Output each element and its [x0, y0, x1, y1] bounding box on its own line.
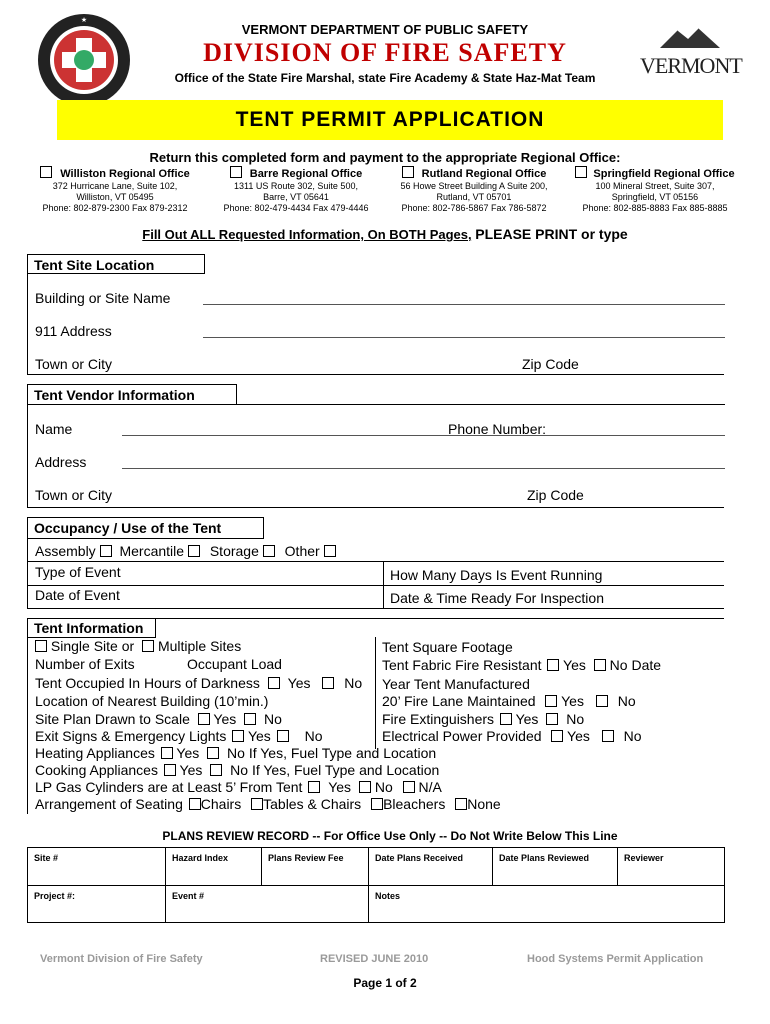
vermont-logo-text: VERMONT — [640, 53, 742, 78]
return-instructions: Return this completed form and payment to the appropriate Regional Office: — [149, 150, 621, 165]
vendor-zip-label: Zip Code — [527, 487, 584, 503]
office-name: Springfield Regional Office — [593, 168, 735, 180]
hazard-index-cell[interactable]: Hazard Index — [172, 853, 229, 863]
vendor-town-label: Town or City — [35, 487, 113, 503]
plans-col-1 — [165, 847, 166, 923]
fire-lane-no-checkbox[interactable] — [596, 695, 608, 707]
heating-label: Heating Appliances — [35, 745, 155, 761]
no-label: No — [566, 711, 585, 727]
office-city: Williston, VT 05495 — [76, 192, 154, 202]
reviewer-cell[interactable]: Reviewer — [624, 853, 664, 863]
yes-label: Yes — [563, 657, 586, 673]
event-date-label: Date of Event — [35, 587, 120, 603]
building-label: Building or Site Name — [35, 290, 171, 306]
yes-label: Yes — [176, 745, 200, 761]
chairs-checkbox[interactable] — [189, 798, 201, 810]
plans-col-5 — [617, 847, 618, 885]
no-label: No — [617, 693, 636, 709]
williston-checkbox[interactable] — [40, 166, 52, 178]
no-label: No — [623, 728, 642, 744]
fill-instructions-b: PLEASE PRINT or type — [475, 226, 628, 242]
darkness-row — [35, 675, 362, 692]
mercantile-label: Mercantile — [119, 543, 185, 559]
heating-row — [35, 745, 436, 762]
footer-center: REVISED JUNE 2010 — [320, 953, 429, 965]
building-input[interactable] — [203, 304, 725, 305]
lp-gas-row — [35, 779, 442, 796]
fabric-yes-checkbox[interactable] — [547, 659, 559, 671]
darkness-no-checkbox[interactable] — [322, 677, 334, 689]
darkness-yes-checkbox[interactable] — [268, 677, 280, 689]
occupancy-section-title: Occupancy / Use of the Tent — [27, 517, 264, 539]
vendor-top-rule — [237, 404, 725, 405]
vendor-name-label: Name — [35, 421, 73, 437]
nearest-building-label: Location of Nearest Building (10’min.) — [35, 693, 269, 709]
exit-signs-yes-checkbox[interactable] — [232, 730, 244, 742]
page-number: Page 1 of 2 — [353, 976, 417, 990]
site-plan-row — [35, 711, 282, 728]
springfield-checkbox[interactable] — [575, 166, 587, 178]
header-subtitle: Office of the State Fire Marshal, state Fire Academy & State Haz-Mat Team — [174, 71, 596, 85]
yes-label: Yes — [328, 779, 352, 795]
bleachers-label: Bleachers — [383, 796, 446, 812]
single-site-checkbox[interactable] — [35, 640, 47, 652]
no-label: No — [304, 728, 323, 744]
multiple-sites-label: Multiple Sites — [157, 638, 242, 654]
date-received-cell[interactable]: Date Plans Received — [375, 853, 464, 863]
electrical-yes-checkbox[interactable] — [551, 730, 563, 742]
no-label: No — [227, 745, 245, 761]
site-zip-label: Zip Code — [522, 356, 579, 372]
review-fee-cell[interactable]: Plans Review Fee — [268, 853, 344, 863]
fabric-no-checkbox[interactable] — [594, 659, 606, 671]
tent-title-side — [155, 618, 156, 638]
other-checkbox[interactable] — [324, 545, 336, 557]
na-label: N/A — [418, 779, 442, 795]
office-city: Springfield, VT 05156 — [611, 192, 699, 202]
lp-gas-yes-checkbox[interactable] — [308, 781, 320, 793]
address911-label: 911 Address — [35, 323, 112, 339]
office-city: Barre, VT 05641 — [263, 192, 329, 202]
tent-section-title: Tent Information — [34, 620, 144, 636]
mercantile-checkbox[interactable] — [188, 545, 200, 557]
site-plan-yes-checkbox[interactable] — [198, 713, 210, 725]
form-title: TENT PERMIT APPLICATION — [235, 108, 545, 131]
plans-col-2 — [261, 847, 262, 885]
occupant-load-label: Occupant Load — [187, 656, 282, 672]
office-name: Rutland Regional Office — [421, 168, 547, 180]
office-phone: Phone: 802-786-5867 Fax 786-5872 — [401, 203, 547, 213]
multiple-sites-checkbox[interactable] — [142, 640, 154, 652]
rutland-checkbox[interactable] — [402, 166, 414, 178]
fire-lane-row — [382, 693, 636, 710]
office-phone: Phone: 802-885-8883 Fax 885-8885 — [582, 203, 728, 213]
fill-instructions-a: Fill Out ALL Requested Information, On BOTH Pages, — [142, 227, 472, 242]
no-label: No — [230, 762, 249, 778]
site-count-row — [35, 638, 241, 655]
no-label: No — [609, 657, 628, 673]
office-name: Barre Regional Office — [249, 168, 363, 180]
office-barre — [206, 166, 386, 214]
office-address: 372 Hurricane Lane, Suite 102, — [52, 181, 178, 191]
occupancy-divider — [383, 562, 384, 609]
vendor-section-title: Tent Vendor Information — [27, 384, 237, 405]
lp-gas-no-checkbox[interactable] — [359, 781, 371, 793]
tables-chairs-label: Tables & Chairs — [263, 796, 362, 812]
fabric-row — [382, 657, 661, 674]
event-number-cell[interactable]: Event # — [172, 891, 205, 901]
occupancy-types — [35, 543, 336, 560]
fabric-date-label: Date — [631, 657, 662, 673]
plans-review-title: PLANS REVIEW RECORD -- For Office Use Only -- Do Not Write Below This Line — [162, 829, 618, 843]
lp-gas-na-checkbox[interactable] — [403, 781, 415, 793]
no-label: No — [264, 711, 282, 727]
svg-text:★: ★ — [80, 17, 88, 24]
yes-label: Yes — [561, 693, 584, 709]
extinguishers-no-checkbox[interactable] — [546, 713, 558, 725]
other-label: Other — [284, 543, 320, 559]
single-site-label: Single Site or — [50, 638, 135, 654]
yes-label: Yes — [515, 711, 539, 727]
office-phone: Phone: 802-879-2300 Fax 879-2312 — [42, 203, 188, 213]
date-reviewed-cell[interactable]: Date Plans Reviewed — [499, 853, 590, 863]
fire-lane-label: 20’ Fire Lane Maintained — [382, 693, 536, 709]
electrical-row — [382, 728, 642, 745]
office-name: Williston Regional Office — [60, 168, 190, 180]
assembly-label: Assembly — [35, 543, 96, 559]
event-type-label: Type of Event — [35, 564, 121, 580]
plans-col-3 — [368, 847, 369, 923]
storage-checkbox[interactable] — [263, 545, 275, 557]
site-plan-no-checkbox[interactable] — [244, 713, 256, 725]
vendor-phone-label: Phone Number: — [448, 421, 547, 437]
yes-label: Yes — [287, 675, 311, 691]
fill-instructions — [80, 226, 690, 242]
fire-lane-yes-checkbox[interactable] — [545, 695, 557, 707]
office-city: Rutland, VT 05701 — [436, 192, 512, 202]
heating-yes-checkbox[interactable] — [161, 747, 173, 759]
heating-fuel-label: If Yes, Fuel Type and Location — [248, 745, 437, 761]
site-town-label: Town or City — [35, 356, 113, 372]
department-name: VERMONT DEPARTMENT OF PUBLIC SAFETY — [241, 22, 529, 37]
occupancy-rule-2 — [27, 585, 724, 586]
days-running-label: How Many Days Is Event Running — [390, 567, 603, 583]
cooking-fuel-label: If Yes, Fuel Type and Location — [251, 762, 440, 778]
fabric-label: Tent Fabric Fire Resistant — [382, 657, 542, 673]
seating-row — [35, 796, 501, 813]
state-seal — [36, 12, 132, 108]
address911-input[interactable] — [203, 337, 725, 338]
office-address: 1311 US Route 302, Suite 500, — [234, 181, 358, 191]
electrical-label: Electrical Power Provided — [382, 728, 542, 744]
tent-divider — [375, 637, 376, 749]
num-exits-label: Number of Exits — [35, 656, 135, 672]
seating-label: Arrangement of Seating — [35, 796, 183, 812]
occupancy-rule-1 — [27, 561, 724, 562]
no-label: No — [374, 779, 393, 795]
yes-label: Yes — [247, 728, 271, 744]
heating-no-checkbox[interactable] — [207, 747, 219, 759]
barre-checkbox[interactable] — [230, 166, 242, 178]
footer-left: Vermont Division of Fire Safety — [40, 953, 203, 965]
office-address: 56 Howe Street Building A Suite 200, — [400, 181, 548, 191]
vermont-logo — [640, 22, 740, 82]
exit-signs-no-checkbox[interactable] — [277, 730, 289, 742]
vendor-address-input[interactable] — [122, 468, 725, 469]
notes-cell[interactable]: Notes — [375, 891, 401, 901]
division-name: DIVISION OF FIRE SAFETY — [203, 38, 567, 67]
exit-signs-row — [35, 728, 322, 745]
office-rutland — [384, 166, 564, 214]
electrical-no-checkbox[interactable] — [602, 730, 614, 742]
lp-gas-label: LP Gas Cylinders are at Least 5’ From Tent — [35, 779, 303, 795]
no-label: No — [344, 675, 363, 691]
year-label: Year Tent Manufactured — [382, 676, 530, 692]
bleachers-checkbox[interactable] — [371, 798, 383, 810]
site-section-title: Tent Site Location — [27, 254, 205, 274]
none-label: None — [467, 796, 501, 812]
storage-label: Storage — [209, 543, 259, 559]
cooking-no-checkbox[interactable] — [210, 764, 222, 776]
cooking-yes-checkbox[interactable] — [164, 764, 176, 776]
yes-label: Yes — [213, 711, 237, 727]
exit-signs-label: Exit Signs & Emergency Lights — [35, 728, 227, 744]
assembly-checkbox[interactable] — [100, 545, 112, 557]
yes-label: Yes — [567, 728, 590, 744]
extinguishers-yes-checkbox[interactable] — [500, 713, 512, 725]
office-phone: Phone: 802-479-4434 Fax 479-4446 — [223, 203, 369, 213]
chairs-label: Chairs — [200, 796, 242, 812]
plans-col-4 — [492, 847, 493, 885]
cooking-label: Cooking Appliances — [35, 762, 158, 778]
site-number-cell[interactable]: Site # — [34, 853, 59, 863]
office-williston — [30, 166, 200, 214]
vendor-address-label: Address — [35, 454, 87, 470]
plans-row-rule — [27, 885, 725, 886]
cooking-row — [35, 762, 439, 779]
tables-chairs-checkbox[interactable] — [251, 798, 263, 810]
inspection-ready-label: Date & Time Ready For Inspection — [390, 590, 604, 606]
office-springfield — [562, 166, 748, 214]
extinguishers-row — [382, 711, 584, 728]
none-checkbox[interactable] — [455, 798, 467, 810]
tent-section-rule — [27, 618, 724, 619]
darkness-label: Tent Occupied In Hours of Darkness — [35, 675, 260, 691]
footer-right: Hood Systems Permit Application — [527, 953, 704, 965]
project-number-cell[interactable]: Project #: — [34, 891, 76, 901]
yes-label: Yes — [179, 762, 203, 778]
square-footage-label: Tent Square Footage — [382, 639, 513, 655]
site-plan-label: Site Plan Drawn to Scale — [35, 711, 190, 727]
office-address: 100 Mineral Street, Suite 307, — [595, 181, 715, 191]
extinguishers-label: Fire Extinguishers — [382, 711, 495, 727]
vendor-name-input[interactable] — [122, 435, 725, 436]
